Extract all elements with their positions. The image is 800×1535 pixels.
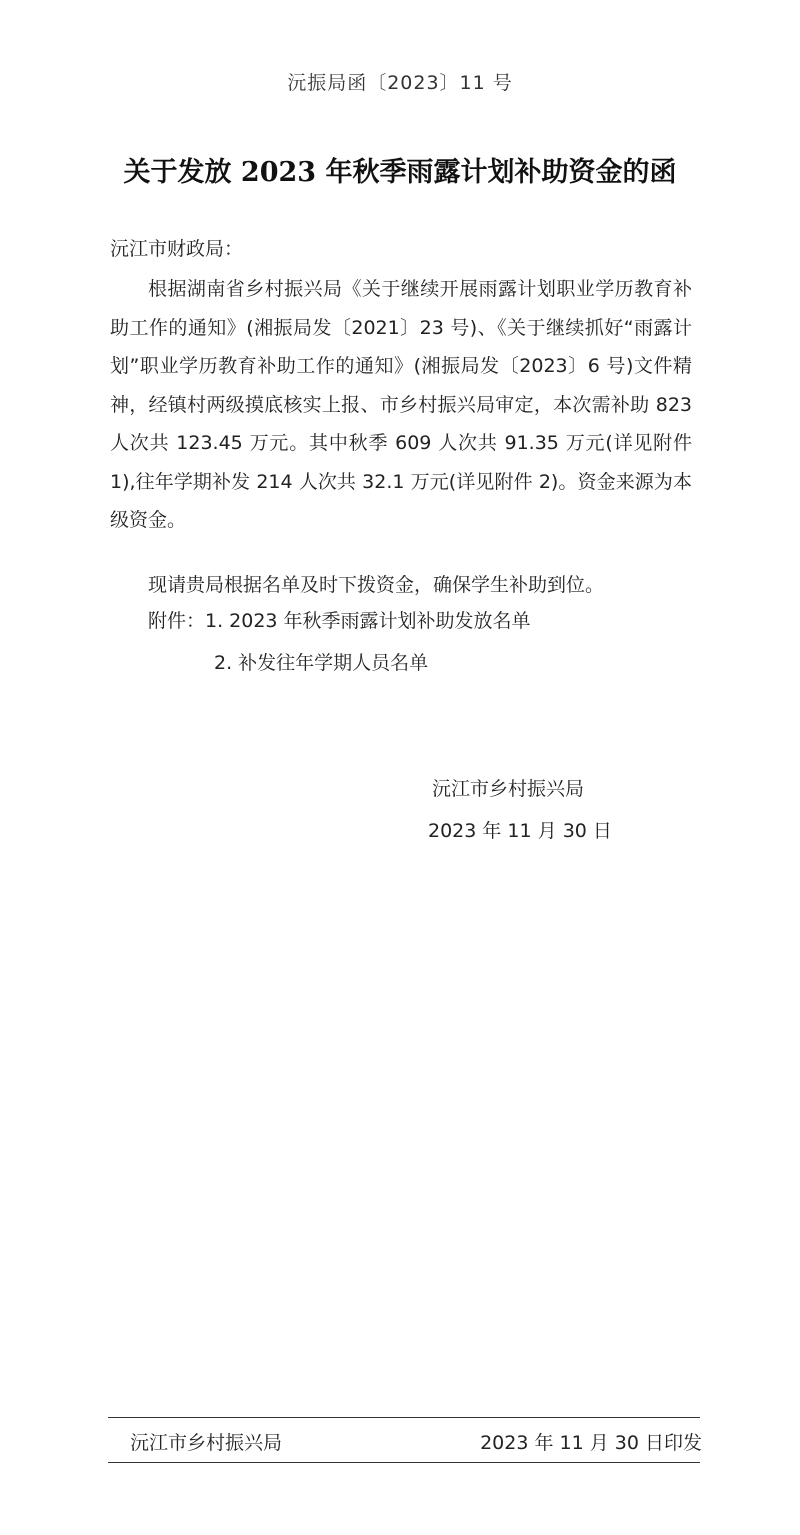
attachment-item-1: 附件：1. 2023 年秋季雨露计划补助发放名单 [148, 610, 531, 632]
footer-top-divider [108, 1417, 700, 1418]
footer-print-date: 2023 年 11 月 30 日印发 [480, 1432, 702, 1454]
footer-organization: 沅江市乡村振兴局 [130, 1432, 283, 1454]
addressee: 沅江市财政局： [110, 238, 244, 260]
signature-date: 2023 年 11 月 30 日 [428, 820, 612, 842]
signature-organization: 沅江市乡村振兴局 [432, 778, 585, 800]
document-number: 沅振局函〔2023〕11 号 [287, 72, 513, 94]
request-paragraph: 现请贵局根据名单及时下拨资金，确保学生补助到位。 [148, 574, 605, 596]
attachment-item-2: 2. 补发往年学期人员名单 [214, 652, 429, 674]
footer-bottom-divider [108, 1462, 700, 1463]
document-title: 关于发放 2023 年秋季雨露计划补助资金的函 [123, 157, 677, 188]
main-paragraph: 根据湖南省乡村振兴局《关于继续开展雨露计划职业学历教育补助工作的通知》(湘振局发〔2021〕23 号)、《关于继续抓好“雨露计划”职业学历教育补助工作的通知》(湘振局发〔2023〕6 号)文件精神，经镇村两级摸底核实上报、市乡村振兴局审定，本次需补助 823 人次共 123.45 万元。其中秋季 609 人次共 91.35 万元(详见附件 1),往年学期补发 214 人次共 32.1 万元(详见附件 2)。资金来源为本级资金。 [110, 278, 692, 531]
